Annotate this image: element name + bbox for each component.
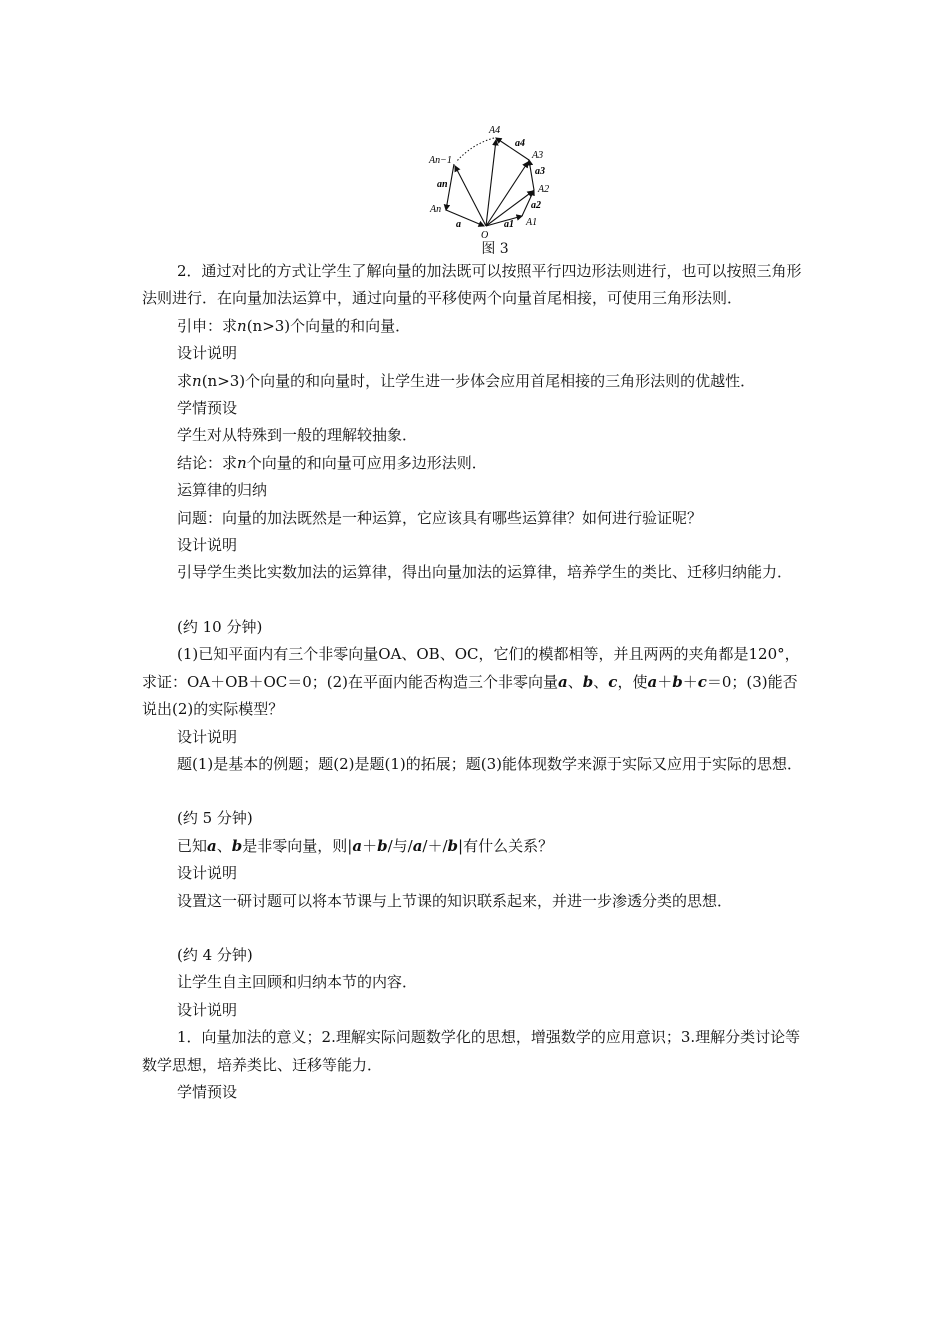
paragraph: 结论：求n个向量的和向量可应用多边形法则．: [177, 453, 487, 472]
label-vec-a: a: [456, 219, 461, 230]
label-vec-a1: a1: [504, 219, 514, 230]
label-a4: A4: [489, 125, 501, 136]
section-label: 学情预设: [177, 1082, 238, 1101]
label-o: O: [481, 230, 489, 240]
section-label: 运算律的归纳: [177, 481, 268, 500]
time-note: (约 4 分钟): [177, 945, 253, 964]
section-label: 设计说明: [177, 536, 238, 555]
paragraph: 2．通过对比的方式让学生了解向量的加法既可以按照平行四边形法则进行，也可以按照三角形法则进行．在向量加法运算中，通过向量的平移使两个向量首尾相接，可使用三角形法则．: [142, 262, 802, 308]
paragraph: 问题：向量的加法既然是一种运算，它应该具有哪些运算律？如何进行验证呢？: [177, 508, 703, 527]
label-a3: A3: [532, 150, 544, 161]
paragraph: 求n(n>3)个向量的和向量时，让学生进一步体会应用首尾相接的三角形法则的优越性．: [177, 371, 756, 390]
paragraph: 学生对从特殊到一般的理解较抽象．: [177, 426, 418, 445]
paragraph: 让学生自主回顾和归纳本节的内容．: [177, 973, 418, 992]
paragraph: (1)已知平面内有三个非零向量OA、OB、OC，它们的模都相等，并且两两的夹角都是120°，求证：OA＋OB＋OC＝0；(2)在平面内能否构造三个非零向量a、b、c，使a＋b＋c＝0；(3)能否说出(2)的实际模型？: [142, 645, 800, 719]
time-note: (约 10 分钟): [177, 617, 263, 636]
label-vec-an: an: [437, 179, 448, 190]
label-vec-a2: a2: [531, 200, 541, 211]
label-an: An: [430, 204, 442, 215]
label-vec-a3: a3: [535, 166, 545, 177]
figure-3: [420, 120, 570, 255]
figure-caption: 图 3: [481, 241, 509, 257]
paragraph: 已知a、b是非零向量，则|a＋b/与/a/＋/b|有什么关系？: [177, 836, 554, 855]
section-label: 学情预设: [177, 399, 238, 418]
body-text: [142, 258, 810, 1106]
section-label: 设计说明: [177, 727, 238, 746]
time-note: (约 5 分钟): [177, 809, 253, 828]
section-label: 设计说明: [177, 864, 238, 883]
section-label: 设计说明: [177, 1000, 238, 1019]
section-label: 设计说明: [177, 344, 238, 363]
vector-a-edge: [446, 210, 484, 226]
paragraph: 题(1)是基本的例题；题(2)是题(1)的拓展；题(3)能体现数学来源于实际又应用于实际的思想．: [177, 754, 802, 773]
label-a2: A2: [538, 184, 550, 195]
vector-polygon-diagram: [420, 120, 570, 240]
ray-o-an1: [455, 166, 486, 226]
paragraph: 引申：求n(n>3)个向量的和向量．: [177, 316, 411, 335]
label-a1: A1: [526, 217, 538, 228]
dotted-arc: [456, 138, 494, 162]
paragraph: 设置这一研讨题可以将本节课与上节课的知识联系起来，并进一步渗透分类的思想．: [177, 891, 733, 910]
label-an1: An−1: [429, 155, 452, 166]
paragraph: 引导学生类比实数加法的运算律，得出向量加法的运算律，培养学生的类比、迁移归纳能力．: [177, 563, 793, 582]
paragraph: 1．向量加法的意义；2.理解实际问题数学化的思想，增强数学的应用意识；3.理解分类讨论等数学思想，培养类比、迁移等能力．: [142, 1028, 801, 1074]
label-vec-a4: a4: [515, 138, 525, 149]
vector-a3-edge: [529, 160, 534, 190]
